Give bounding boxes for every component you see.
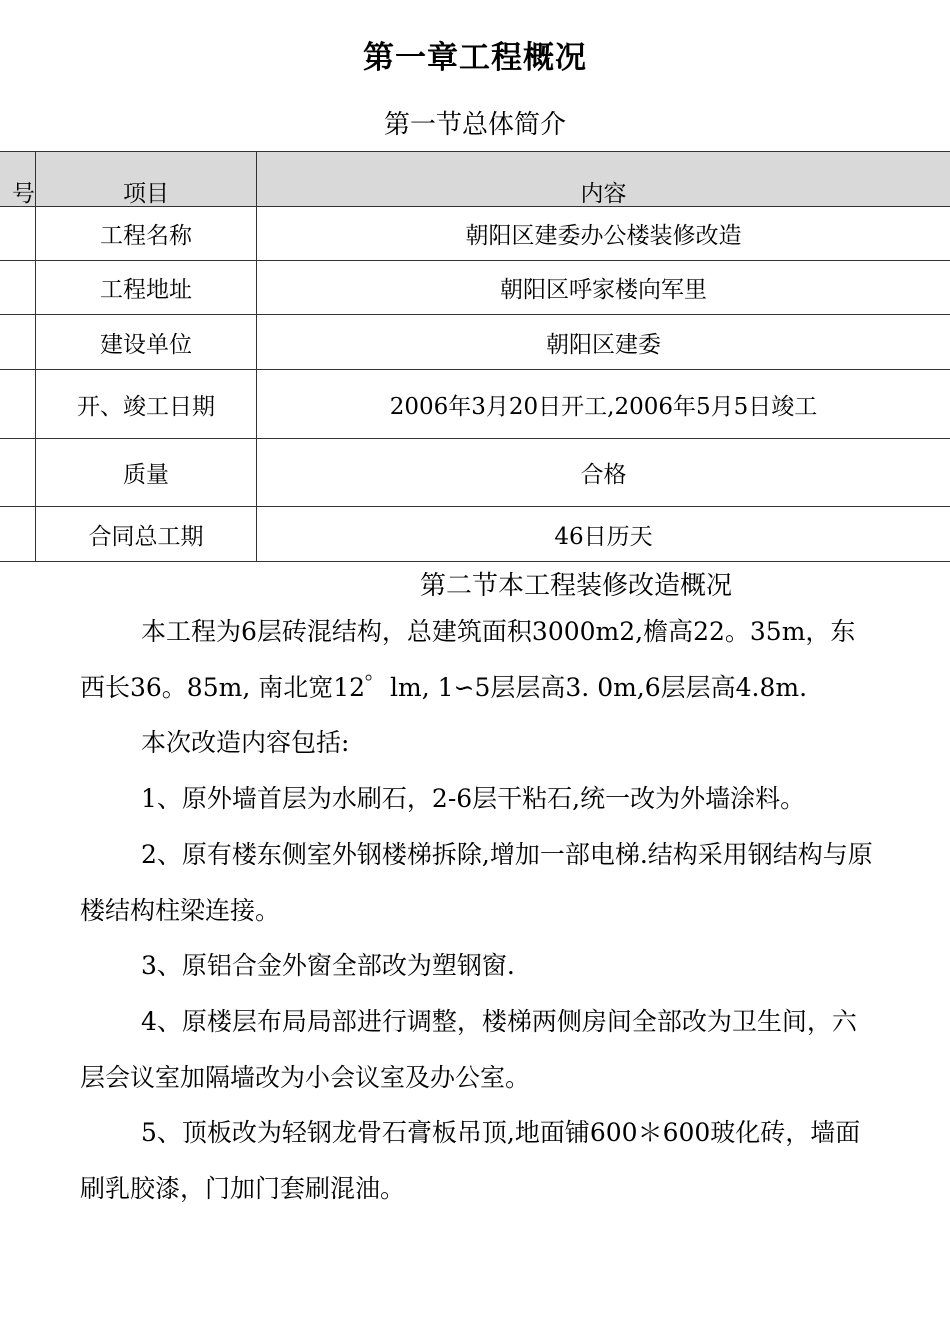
table-row (0, 207, 950, 261)
row-content: 合格 (257, 439, 950, 507)
row-item: 工程地址 (36, 261, 257, 315)
header-content: 内容 (257, 152, 950, 207)
row-content: 朝阳区建委 (257, 315, 950, 370)
row-no (0, 207, 36, 261)
section2-body (80, 604, 880, 1217)
header-no: 号 (0, 152, 36, 207)
row-content: 朝阳区呼家楼向军里 (257, 261, 950, 315)
paragraph: 4、原楼层布局局部进行调整，楼梯两侧房间全部改为卫生间，六层会议室加隔墙改为小会议室及办公室。 (80, 1006, 857, 1092)
row-item: 合同总工期 (36, 507, 257, 562)
paragraph: 3、原铝合金外窗全部改为塑钢窗. (141, 951, 515, 981)
paragraph: 5、顶板改为轻钢龙骨石膏板吊顶,地面铺600＊600玻化砖，墙面刷乳胶漆，门加门套刷混油。 (80, 1118, 861, 1204)
paragraph: 本次改造内容包括: (141, 728, 350, 758)
row-no (0, 439, 36, 507)
row-no (0, 315, 36, 370)
row-item: 质量 (36, 439, 257, 507)
section-title: 第一节总体简介 (383, 110, 566, 140)
row-content: 46日历天 (257, 507, 950, 562)
table-row (0, 261, 950, 315)
row-content: 2006年3月20日开工,2006年5月5日竣工 (257, 370, 950, 439)
row-item: 建设单位 (36, 315, 257, 370)
row-no (0, 370, 36, 439)
row-no (0, 507, 36, 562)
row-no (0, 261, 36, 315)
table-row (0, 439, 950, 507)
header-item: 项目 (36, 152, 257, 207)
table-row (0, 315, 950, 370)
chapter-title: 第一章工程概况 (363, 40, 587, 76)
paragraph: 1、原外墙首层为水刷石，2-6层干粘石,统一改为外墙涂料。 (141, 784, 806, 814)
row-item: 开、竣工日期 (36, 370, 257, 439)
table-row (0, 507, 950, 562)
paragraph: 本工程为6层砖混结构，总建筑面积3000m2,檐高22。35m，东西长36。85m, 南北宽12゜lm, 1∽5层层高3. 0m,6层层高4.8m. (80, 617, 856, 702)
table-header-row (0, 152, 950, 207)
paragraph: 2、原有楼东侧室外钢楼梯拆除,增加一部电梯.结构采用钢结构与原楼结构柱梁连接。 (80, 839, 873, 925)
overview-table (0, 151, 950, 562)
row-item: 工程名称 (36, 207, 257, 261)
row-content: 朝阳区建委办公楼装修改造 (257, 207, 950, 261)
section2-title: 第二节本工程装修改造概况 (420, 571, 733, 601)
table-row (0, 370, 950, 439)
